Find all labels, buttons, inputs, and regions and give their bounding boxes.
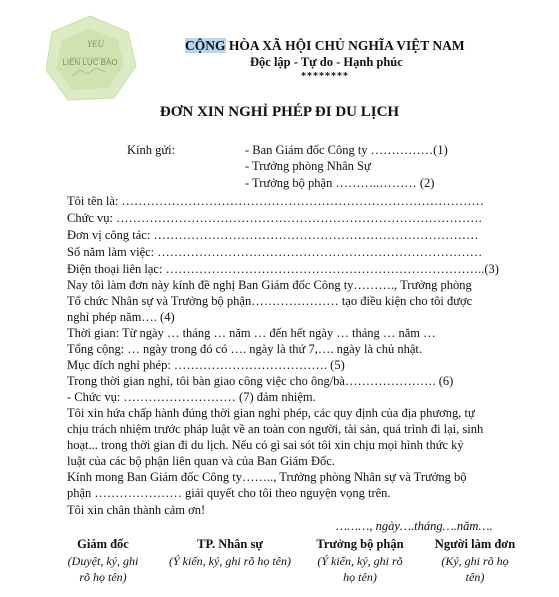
paragraph-hope-line-2: phận ………………… giải quyết cho tôi theo nguyện vọng trên. xyxy=(67,486,391,500)
header-separator: ******** xyxy=(301,71,349,82)
signature-hr-role: TP. Nhân sự xyxy=(197,537,263,551)
signature-dept-head-role: Trưởng bộ phận xyxy=(316,537,404,551)
company-logo xyxy=(40,14,140,104)
closing-thanks: Tôi xin chân thành cảm ơn! xyxy=(67,503,206,517)
national-title-rest: HÒA XÃ HỘI CHỦ NGHĨA VIỆT NAM xyxy=(225,38,465,53)
date-line: ………, ngày….tháng….năm…. xyxy=(336,519,493,533)
signature-director-role: Giám đốc xyxy=(77,537,129,551)
paragraph-request-line-2: Tổ chức Nhân sự và Trưởng bộ phận………………… tạo điều kiện cho tôi được xyxy=(67,294,473,308)
field-position: Chức vụ: ……………………………………………………………………………. xyxy=(67,211,482,225)
paragraph-commitment-line-4: luật của các bộ phận liên quan và của Ban Giám Đốc. xyxy=(67,454,335,468)
field-time-range: Thời gian: Từ ngày … tháng … năm … đến hết ngày … tháng … năm … xyxy=(67,326,436,340)
logo-label: LIÊN LỤC BÁO xyxy=(62,58,118,67)
signature-director-note-2: rõ họ tên) xyxy=(79,570,127,584)
national-title xyxy=(185,38,485,54)
recipient-1: - Ban Giám đốc Công ty ……………(1) xyxy=(245,143,448,157)
national-title-highlight: CỘNG xyxy=(185,38,226,53)
paragraph-commitment-line-1: Tôi xin hứa chấp hành đúng thời gian nghỉ phép, các quy định của địa phương, tự xyxy=(67,406,475,420)
signature-dept-head-note-1: (Ý kiến, ký, ghi rõ xyxy=(317,554,403,568)
recipients-label: Kính gửi: xyxy=(127,143,176,157)
signature-dept-head-note-2: họ tên) xyxy=(343,570,377,584)
paragraph-request-line-3: nghỉ phép năm…. (4) xyxy=(67,310,175,324)
paragraph-commitment-line-3: hoạt... trong thời gian đi du lịch. Nếu có gì sai sót tôi xin chịu mọi hình thức kỷ xyxy=(67,438,464,452)
paragraph-commitment-line-2: chịu trách nhiệm trước pháp luật về an toàn con người, tài sản, quá trình đi lại, sinh xyxy=(67,422,484,436)
logo-top-text: YEU xyxy=(87,39,105,49)
field-total-days: Tổng cộng: … ngày trong đó có …. ngày là thứ 7,…. ngày là chủ nhật. xyxy=(67,342,422,356)
signature-applicant-role: Người làm đơn xyxy=(434,537,516,551)
paragraph-hope-line-1: Kính mong Ban Giám đốc Công ty…….., Trưởng phòng Nhân sự và Trưởng bộ xyxy=(67,470,467,484)
field-years: Số năm làm việc: …………………………………………………………………… xyxy=(67,245,483,259)
field-purpose: Mục đích nghỉ phép: ………………………………. (5) xyxy=(67,358,345,372)
field-name: Tôi tên là: …………………………………………………………………………… xyxy=(67,194,484,208)
signature-applicant-note-1: (Ký, ghi rõ họ xyxy=(441,554,509,568)
recipient-2: - Trưởng phòng Nhân Sự xyxy=(245,159,371,173)
national-motto: Độc lập - Tự do - Hạnh phúc xyxy=(250,55,403,69)
field-phone: Điện thoại liên lạc: …………………………………………………………………..(3) xyxy=(67,262,499,276)
document-title: ĐƠN XIN NGHỈ PHÉP ĐI DU LỊCH xyxy=(159,104,400,120)
field-handover: Trong thời gian nghỉ, tôi bàn giao công việc cho ông/bà…………………. (6) xyxy=(67,374,454,388)
signature-director-note-1: (Duyệt, ký, ghi xyxy=(67,554,139,568)
field-handover-position: - Chức vụ: ……………………… (7) đảm nhiệm. xyxy=(67,390,316,404)
signature-applicant-note-2: tên) xyxy=(465,570,485,584)
field-unit: Đơn vị công tác: …………………………………………………………………… xyxy=(67,228,479,242)
signature-hr-note-1: (Ý kiến, ký, ghi rõ họ tên) xyxy=(169,554,291,568)
recipient-3: - Trưởng bộ phận ………..……… (2) xyxy=(245,176,435,190)
paragraph-request-line-1: Nay tôi làm đơn này kính đề nghị Ban Giám đốc Công ty………., Trưởng phòng xyxy=(67,278,472,292)
